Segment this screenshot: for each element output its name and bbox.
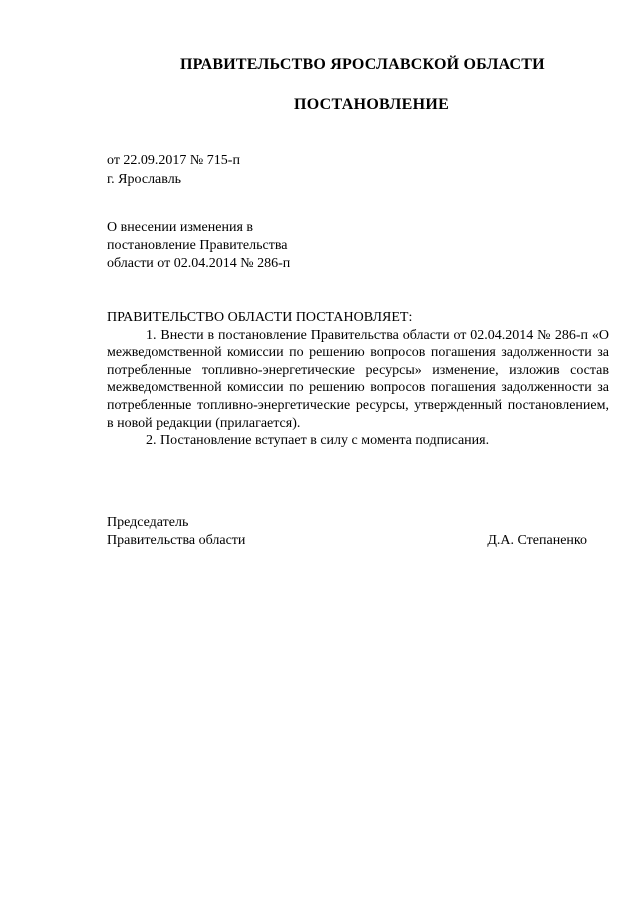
subject-line: О внесении изменения в — [107, 220, 253, 235]
document-body — [107, 309, 609, 450]
signature-block — [107, 514, 587, 550]
signatory-name: Д.А. Степаненко — [487, 533, 587, 548]
document-type: ПОСТАНОВЛЕНИЕ — [294, 96, 450, 113]
document-meta — [107, 151, 240, 189]
preamble: ПРАВИТЕЛЬСТВО ОБЛАСТИ ПОСТАНОВЛЯЕТ: — [107, 310, 413, 325]
signature-row — [107, 532, 587, 550]
date-number: от 22.09.2017 № 715-п — [107, 153, 240, 168]
city: г. Ярославль — [107, 172, 182, 187]
resolution-item-1: 1. Внести в постановление Правительства области от 02.04.2014 № 286-п «О межведомственной комиссии по решению вопросов погашения задолженности за потребленные топливно-энергетические ресурсы» изменение, изложив состав межведомственной комиссии по решению вопросов погашения задолженности за потребленные топливно-энергетические ресурсы, утвержденный постановлением, в новой редакции (прилагается). — [107, 327, 609, 431]
subject-line: постановление Правительства — [107, 238, 288, 253]
organization-title: ПРАВИТЕЛЬСТВО ЯРОСЛАВСКОЙ ОБЛАСТИ — [180, 56, 545, 73]
signatory-title-line: Правительства области — [107, 533, 246, 548]
signatory-title-line: Председатель — [107, 515, 189, 530]
subject-line: области от 02.04.2014 № 286-п — [107, 256, 291, 271]
document-subject — [107, 219, 290, 273]
resolution-item-2: 2. Постановление вступает в силу с момента подписания. — [146, 433, 490, 449]
